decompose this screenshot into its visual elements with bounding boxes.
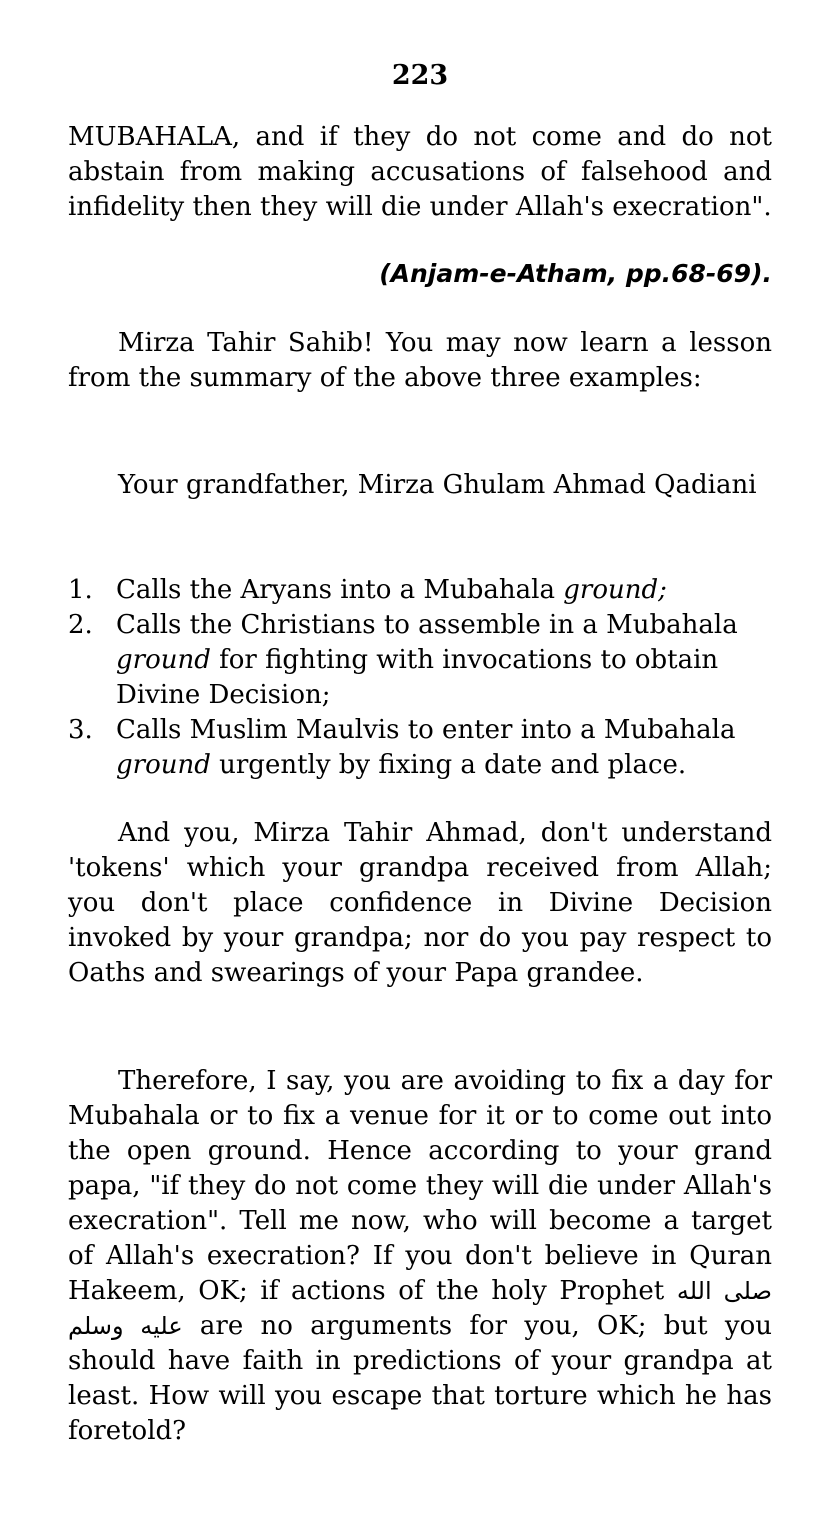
list-text: Calls the Aryans into a Mubahala: [116, 575, 564, 605]
paragraph-grandfather: Your grandfather, Mirza Ghulam Ahmad Qadiani: [118, 470, 757, 500]
paragraph-text-after: are no arguments for you, OK; but you should have faith in predictions of your grandpa at least. How will you escape that torture which he has foretold?: [68, 1311, 772, 1446]
list-number: 2.: [68, 610, 93, 640]
list-emphasis: ground: [116, 645, 211, 675]
numbered-list: [68, 573, 772, 783]
list-item: [68, 713, 772, 783]
list-number: 1.: [68, 575, 93, 605]
page-number: 223: [391, 60, 449, 91]
list-text: Calls the Christians to assemble in a Mubahala: [116, 610, 738, 640]
list-emphasis: ground: [116, 750, 211, 780]
paragraph-quote-ending: MUBAHALA, and if they do not come and do not abstain from making accusations of falsehood and infidelity then they will die under Allah's execration".: [68, 122, 772, 222]
list-item: [68, 573, 772, 608]
list-text: Calls Muslim Maulvis to enter into a Mubahala: [116, 715, 736, 745]
list-text-after: urgently by fixing a date and place.: [210, 750, 687, 780]
list-item: [68, 608, 772, 713]
citation: (Anjam-e-Atham, pp.68-69).: [379, 259, 772, 288]
list-emphasis: ground;: [563, 575, 667, 605]
paragraph-text-before: Therefore, I say, you are avoiding to fix a day for Mubahala or to fix a venue for it or to come out into the open ground. Hence according to your grand papa, "if they do not come they will die under Allah's execration". Tell me now, who will become a target of Allah's execration? If you don't believe in Quran Hakeem, OK; if actions of the holy Prophet: [68, 1066, 772, 1306]
paragraph-tokens: And you, Mirza Tahir Ahmad, don't understand 'tokens' which your grandpa received from Allah; you don't place confidence in Divine Decision invoked by your grandpa; nor do you pay respect to Oaths and swearings of your Papa grandee.: [68, 818, 772, 988]
list-number: 3.: [68, 715, 93, 745]
paragraph-lesson: Mirza Tahir Sahib! You may now learn a lesson from the summary of the above three examples:: [68, 328, 772, 393]
arabic-salutation: صلى الله عليه وسلم: [68, 1277, 772, 1340]
list-text-after: for fighting with invocations to obtain Divine Decision;: [116, 645, 719, 710]
paragraph-execration: [68, 1064, 772, 1449]
